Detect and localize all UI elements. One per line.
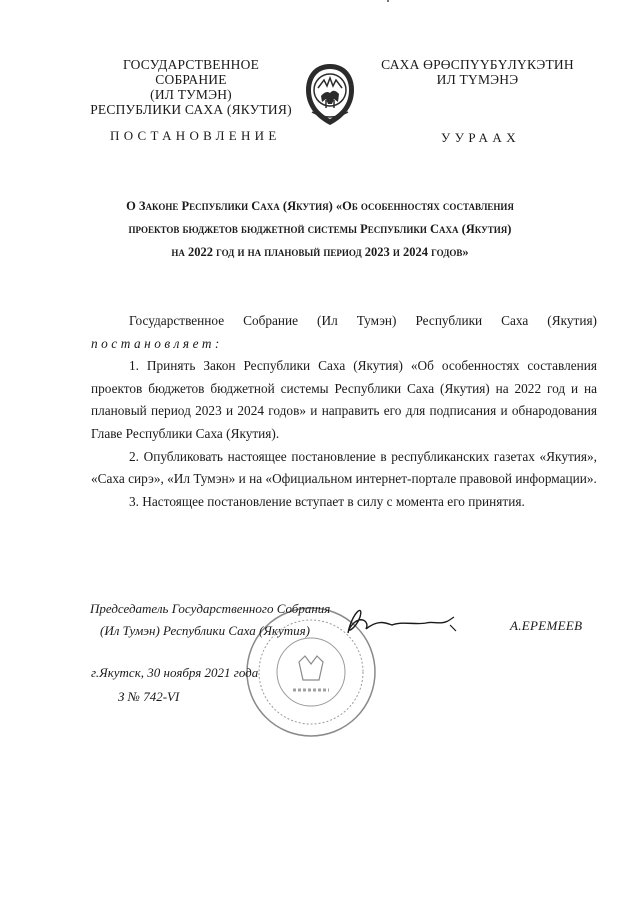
header-left-russian xyxy=(86,57,296,117)
body-item-2: 2. Опубликовать настоящее постановление в республиканских газетах «Якутия», «Саха сирэ», «Ил Тумэн» и на «Официальном интернет-портале правовой информации». xyxy=(91,448,597,487)
body-item-1: 1. Принять Закон Республики Саха (Якутия) «Об особенностях составления проектов бюджетов бюджетной системы Республики Саха (Якутия) на 2022 год и на плановый период 2023 и 2024 годов» и направить его для подписания и обнародования Главе Республики Саха (Якутия). xyxy=(91,358,597,441)
decree-number: З № 742-VI xyxy=(118,689,180,704)
scan-mark xyxy=(387,0,389,2)
title-line: О Законе Республики Саха (Якутия) «Об особенностях составления xyxy=(126,199,514,213)
decree-label-yakut: УУРААХ xyxy=(441,130,521,145)
title-line: проектов бюджетов бюджетной системы Республики Саха (Якутия) xyxy=(128,222,512,236)
title-line: на 2022 год и на плановый период 2023 и 2024 годов» xyxy=(171,245,469,259)
header-right-yakut xyxy=(380,57,575,87)
handwritten-signature xyxy=(330,595,470,645)
header-left-line: ГОСУДАРСТВЕННОЕ СОБРАНИЕ xyxy=(122,57,260,87)
header-left-line: (ИЛ ТУМЭН) xyxy=(150,87,232,102)
header-right-line: САХА ӨРӨСПҮҮБҮЛҮКЭТИН xyxy=(381,57,574,72)
header-left-line: РЕСПУБЛИКИ САХА (ЯКУТИЯ) xyxy=(90,102,292,117)
decree-label-russian: ПОСТАНОВЛЕНИЕ xyxy=(110,128,281,143)
body-item-3: 3. Настоящее постановление вступает в силу с момента его принятия. xyxy=(129,493,525,509)
document-body xyxy=(91,310,597,513)
position-line: (Ил Тумэн) Республики Саха (Якутия) xyxy=(100,623,310,638)
document-title xyxy=(92,195,548,264)
sakha-coat-of-arms-icon xyxy=(302,62,358,128)
signatory-position xyxy=(90,598,330,642)
signatory-name: А.ЕРЕМЕЕВ xyxy=(510,618,583,633)
body-intro: Государственное Собрание (Ил Тумэн) Республики Саха (Якутия) xyxy=(129,313,597,328)
place-and-date: г.Якутск, 30 ноября 2021 года xyxy=(91,665,259,680)
resolves-word: постановляет: xyxy=(91,335,223,351)
position-line: Председатель Государственного Собрания xyxy=(90,601,331,616)
header-right-line: ИЛ ТҮМЭНЭ xyxy=(436,72,519,87)
body-resolves xyxy=(91,333,597,356)
